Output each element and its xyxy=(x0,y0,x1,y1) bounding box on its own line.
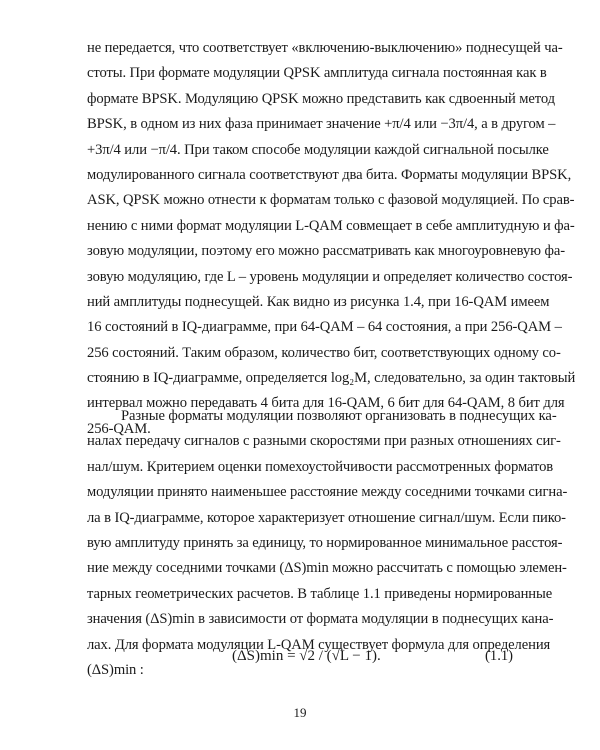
text-line: налах передачу сигналов с разными скоростями при разных отношениях сиг- xyxy=(87,433,561,450)
text-line: модуляции принято наименьшее расстояние между соседними точками сигна- xyxy=(87,484,568,501)
text-line: 256 состояний. Таким образом, количество бит, соответствующих одному со- xyxy=(87,344,561,361)
text-line: BPSK, в одном из них фаза принимает значение +π/4 или −3π/4, а в другом – xyxy=(87,116,556,133)
text-line: значения (ΔS)min в зависимости от формата модуляции в поднесущих кана- xyxy=(87,611,554,628)
text-line: 16 состояний в IQ-диаграмме, при 64-QAM – 64 состояния, а при 256-QAM – xyxy=(87,319,562,336)
text-line: вую амплитуду принять за единицу, то нормированное минимальное расстоя- xyxy=(87,534,563,551)
formula: (ΔS)min = √2 / (√L − 1). xyxy=(232,648,381,664)
page-number: 19 xyxy=(293,705,307,720)
text-line: ASK, QPSK можно отнести к форматам только с фазовой модуляцией. По срав- xyxy=(87,192,575,209)
text-line: (ΔS)min : xyxy=(87,661,144,678)
text-line: стоты. При формате модуляции QPSK амплитуда сигнала постоянная как в xyxy=(87,65,547,82)
text-line: нению с ними формат модуляции L-QAM совмещает в себе амплитудную и фа- xyxy=(87,217,575,234)
text-line: зовую модуляции, поэтому его можно рассматривать как многоуровневую фа- xyxy=(87,243,566,260)
text-line: тарных геометрических расчетов. В таблице 1.1 приведены нормированные xyxy=(87,585,553,602)
text-line: стоянию в IQ-диаграмме, определяется log₂M, следовательно, за один тактовый xyxy=(87,370,576,387)
equation-number: (1.1) xyxy=(485,648,513,664)
text-line: нал/шум. Критерием оценки помехоустойчивости рассмотренных форматов xyxy=(87,458,554,475)
text-line: не передается, что соответствует «включению-выключению» поднесущей ча- xyxy=(87,40,563,56)
text-line: интервал можно передавать 4 бита для 16-QAM, 6 бит для 64-QAM, 8 бит для xyxy=(87,395,565,412)
text-line: ние между соседними точками (ΔS)min можно рассчитать с помощью элемен- xyxy=(87,560,567,577)
text-line: формате BPSK. Модуляцию QPSK можно представить как сдвоенный метод xyxy=(87,90,555,107)
text-line: ний амплитуды поднесущей. Как видно из рисунка 1.4, при 16-QAM имеем xyxy=(87,293,550,310)
text-line: модулированного сигнала соответствуют два бита. Форматы модуляции BPSK, xyxy=(87,166,572,183)
text-line: лах. Для формата модуляции L-QAM существует формула для определения xyxy=(87,636,551,653)
text-line: зовую модуляцию, где L – уровень модуляции и определяет количество состоя- xyxy=(87,268,573,285)
text-line: ла в IQ-диаграмме, которое характеризует отношение сигнал/шум. Если пико- xyxy=(87,509,566,526)
text-line: Разные форматы модуляции позволяют организовать в поднесущих ка- xyxy=(121,408,557,424)
text-line: +3π/4 или −π/4. При таком способе модуляции каждой сигнальной посылке xyxy=(87,141,549,158)
text-line: 256-QAM. xyxy=(87,420,151,437)
paragraph-2 xyxy=(87,404,568,683)
